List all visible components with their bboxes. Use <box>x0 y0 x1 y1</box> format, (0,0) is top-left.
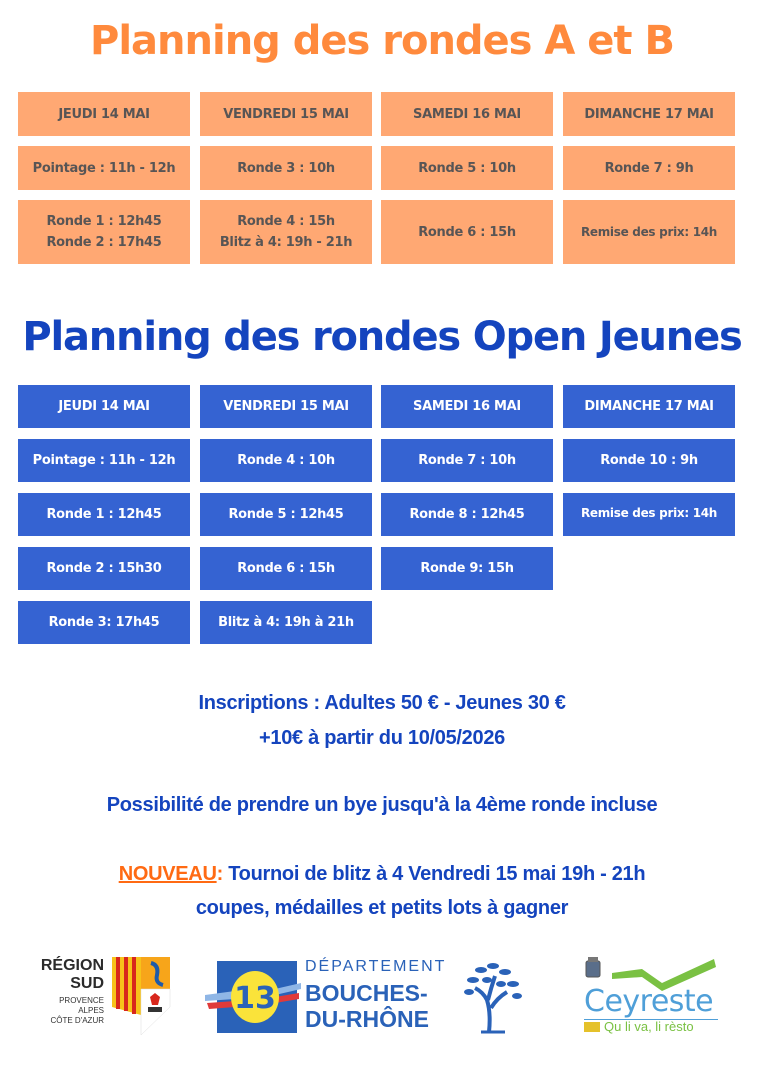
b-schedule-cell: Ronde 2 : 15h30 <box>18 547 190 590</box>
prizes-text: coupes, médailles et petits lots à gagner <box>195 897 569 919</box>
cote-azur-label: CÔTE D'AZUR <box>50 1016 104 1025</box>
bye-text: Possibilité de prendre un bye jusqu'à la 4ème ronde incluse <box>106 794 658 816</box>
ceyreste-motto: Qu li va, li rèsto <box>604 1019 694 1034</box>
b-day-samedi: SAMEDI 16 MAI <box>381 385 553 428</box>
a-day-samedi: SAMEDI 16 MAI <box>381 92 553 136</box>
nouveau-line <box>0 863 764 886</box>
provence-label: PROVENCE <box>59 996 104 1005</box>
region-sud-logo <box>20 955 180 1035</box>
b-schedule-cell: Ronde 8 : 12h45 <box>381 493 553 536</box>
b-schedule-cell: Ronde 10 : 9h <box>563 439 735 482</box>
a-day-vendredi: VENDREDI 15 MAI <box>200 92 372 136</box>
olive-tree-icon <box>461 958 525 1034</box>
nouveau-colon: : <box>216 863 223 885</box>
b-schedule-cell: Blitz à 4: 19h à 21h <box>200 601 372 644</box>
bouches-label: BOUCHES- <box>305 980 428 1006</box>
alpes-label: ALPES <box>78 1006 104 1015</box>
a-schedule-cell: Pointage : 11h - 12h <box>18 146 190 190</box>
b-schedule-cell: Ronde 5 : 12h45 <box>200 493 372 536</box>
a-day-dimanche: DIMANCHE 17 MAI <box>563 92 735 136</box>
ceyreste-name: Ceyreste <box>584 984 714 1019</box>
a-schedule-cell: Ronde 6 : 15h <box>381 200 553 264</box>
nouveau-text: Tournoi de blitz à 4 Vendredi 15 mai 19h - 21h <box>222 863 646 885</box>
nouveau-label: NOUVEAU <box>118 863 217 885</box>
sud-label: SUD <box>70 975 104 992</box>
surcharge-text: +10€ à partir du 10/05/2026 <box>259 727 505 749</box>
b-schedule-cell: Pointage : 11h - 12h <box>18 439 190 482</box>
b-schedule-cell: Ronde 4 : 10h <box>200 439 372 482</box>
ceyreste-logo <box>582 955 722 1037</box>
ceyreste-flag-icon <box>584 1022 600 1032</box>
b-day-dimanche: DIMANCHE 17 MAI <box>563 385 735 428</box>
a-schedule-cell: Remise des prix: 14h <box>563 200 735 264</box>
title-rondes-a-b: Planning des rondes A et B <box>90 18 674 64</box>
a-schedule-cell: Ronde 4 : 15h Blitz à 4: 19h - 21h <box>200 200 372 264</box>
b-schedule-cell: Remise des prix: 14h <box>563 493 735 536</box>
b-schedule-cell: Ronde 3: 17h45 <box>18 601 190 644</box>
b-schedule-cell: Ronde 1 : 12h45 <box>18 493 190 536</box>
departement-label: DÉPARTEMENT <box>305 958 447 975</box>
b-schedule-cell: Ronde 9: 15h <box>381 547 553 590</box>
departement-number: 13 <box>234 981 276 1016</box>
b-day-vendredi: VENDREDI 15 MAI <box>200 385 372 428</box>
du-rhone-label: DU-RHÔNE <box>305 1006 429 1032</box>
title-open-jeunes: Planning des rondes Open Jeunes <box>22 314 742 360</box>
inscriptions-text: Inscriptions : Adultes 50 € - Jeunes 30 € <box>198 692 566 714</box>
a-day-jeudi: JEUDI 14 MAI <box>18 92 190 136</box>
b-schedule-cell: Ronde 6 : 15h <box>200 547 372 590</box>
departement-logo <box>205 958 525 1038</box>
b-day-jeudi: JEUDI 14 MAI <box>18 385 190 428</box>
region-shield-icon <box>110 955 172 1037</box>
departement-13-icon <box>205 961 301 1033</box>
a-schedule-cell: Ronde 7 : 9h <box>563 146 735 190</box>
b-schedule-cell: Ronde 7 : 10h <box>381 439 553 482</box>
a-schedule-cell: Ronde 5 : 10h <box>381 146 553 190</box>
a-schedule-cell: Ronde 1 : 12h45 Ronde 2 : 17h45 <box>18 200 190 264</box>
a-schedule-cell: Ronde 3 : 10h <box>200 146 372 190</box>
region-label: RÉGION <box>40 957 104 974</box>
